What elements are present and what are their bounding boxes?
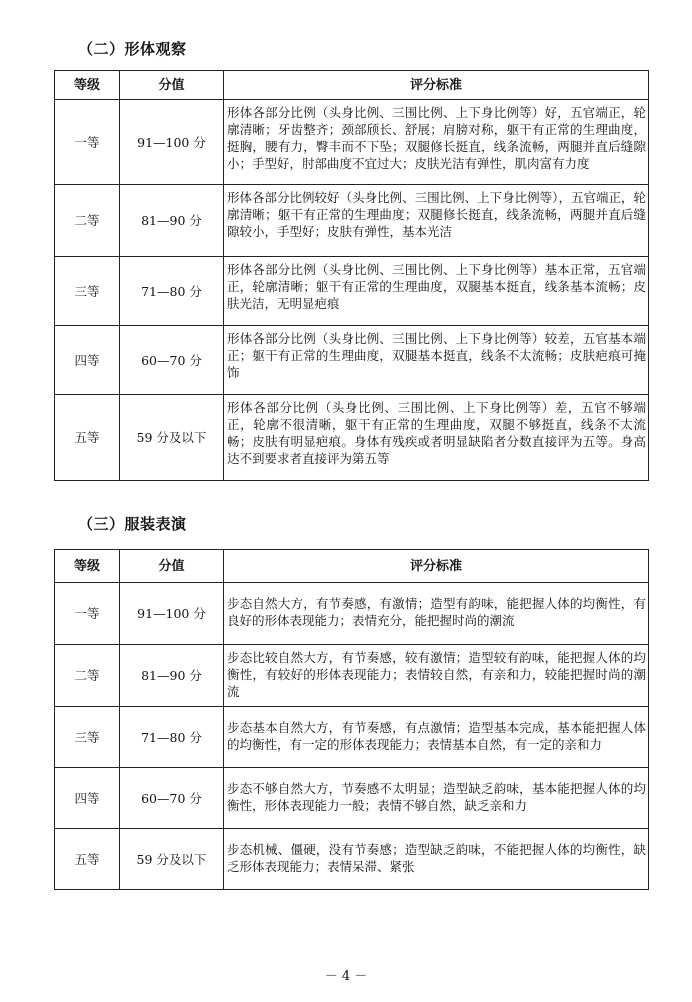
table-row (55, 185, 649, 257)
criteria-cell: 形体各部分比例（头身比例、三围比例、上下身比例等）较差，五官基本端正；躯干有正常的生理曲度，双腿基本挺直，线条不太流畅；皮肤疤痕可掩饰 (224, 326, 649, 395)
page-number: － 4 － (324, 969, 368, 984)
criteria-cell: 步态自然大方，有节奏感，有激情；造型有韵味，能把握人体的均衡性，有良好的形体表现能力；表情充分，能把握时尚的潮流 (224, 583, 649, 645)
section-heading-physique: （二）形体观察 (78, 40, 187, 58)
score-cell: 81—90 分 (120, 645, 224, 707)
table-row (55, 326, 649, 395)
grade-cell: 四等 (55, 768, 120, 829)
criteria-cell: 步态机械、僵硬，没有节奏感；造型缺乏韵味，不能把握人体的均衡性，缺乏形体表现能力；表情呆滞、紧张 (224, 829, 649, 890)
table-row (55, 645, 649, 707)
header-grade: 等级 (55, 71, 120, 100)
physique-score-table (54, 70, 649, 481)
score-cell: 59 分及以下 (120, 829, 224, 890)
fashion-show-score-table (54, 549, 649, 890)
criteria-cell: 形体各部分比例（头身比例、三围比例、上下身比例等）基本正常，五官端正，轮廓清晰；躯干有正常的生理曲度，双腿基本挺直，线条基本流畅；皮肤光洁，无明显疤痕 (224, 257, 649, 326)
score-cell: 60—70 分 (120, 326, 224, 395)
grade-cell: 四等 (55, 326, 120, 395)
table-row (55, 395, 649, 481)
table-row (55, 100, 649, 185)
score-cell: 91—100 分 (120, 583, 224, 645)
criteria-cell: 步态基本自然大方，有节奏感，有点激情；造型基本完成，基本能把握人体的均衡性，有一定的形体表现能力；表情基本自然，有一定的亲和力 (224, 707, 649, 768)
table-row (55, 768, 649, 829)
score-cell: 60—70 分 (120, 768, 224, 829)
table-row (55, 257, 649, 326)
score-cell: 71—80 分 (120, 707, 224, 768)
header-criteria: 评分标准 (224, 550, 649, 583)
section-heading-fashion-show: （三）服装表演 (78, 515, 187, 533)
grade-cell: 一等 (55, 100, 120, 185)
criteria-cell: 步态比较自然大方，有节奏感，较有激情；造型较有韵味，能把握人体的均衡性，有较好的形体表现能力；表情较自然，有亲和力，较能把握时尚的潮流 (224, 645, 649, 707)
score-cell: 59 分及以下 (120, 395, 224, 481)
score-cell: 71—80 分 (120, 257, 224, 326)
criteria-cell: 步态不够自然大方，节奏感不太明显；造型缺乏韵味，基本能把握人体的均衡性，形体表现能力一般；表情不够自然，缺乏亲和力 (224, 768, 649, 829)
criteria-cell: 形体各部分比例较好（头身比例、三围比例、上下身比例等），五官端正，轮廓清晰；躯干有正常的生理曲度；双腿修长挺直，线条流畅，两腿并直后缝隙较小，手型好；皮肤有弹性，基本光洁 (224, 185, 649, 257)
table-header-row (55, 71, 649, 100)
score-cell: 91—100 分 (120, 100, 224, 185)
grade-cell: 二等 (55, 185, 120, 257)
score-cell: 81—90 分 (120, 185, 224, 257)
table-row (55, 707, 649, 768)
grade-cell: 三等 (55, 707, 120, 768)
grade-cell: 一等 (55, 583, 120, 645)
grade-cell: 三等 (55, 257, 120, 326)
header-criteria: 评分标准 (224, 71, 649, 100)
table-header-row (55, 550, 649, 583)
grade-cell: 五等 (55, 395, 120, 481)
header-score: 分值 (120, 550, 224, 583)
table-row (55, 583, 649, 645)
grade-cell: 五等 (55, 829, 120, 890)
criteria-cell: 形体各部分比例（头身比例、三围比例、上下身比例等）差，五官不够端正，轮廓不很清晰，躯干有正常的生理曲度，双腿不够挺直，线条不太流畅；皮肤有明显疤痕。身体有残疾或者明显缺陷者分数直接评为五等。身高达不到要求者直接评为第五等 (224, 395, 649, 481)
grade-cell: 二等 (55, 645, 120, 707)
criteria-cell: 形体各部分比例（头身比例、三围比例、上下身比例等）好，五官端正，轮廓清晰；牙齿整齐；颈部颀长、舒展；肩膀对称，躯干有正常的生理曲度，挺胸，腰有力，臀丰而不下坠；双腿修长挺直，线条流畅，两腿并直后缝隙小；手型好，肘部曲度不宜过大；皮肤光洁有弹性，肌肉富有力度 (224, 100, 649, 185)
table-row (55, 829, 649, 890)
header-grade: 等级 (55, 550, 120, 583)
header-score: 分值 (120, 71, 224, 100)
